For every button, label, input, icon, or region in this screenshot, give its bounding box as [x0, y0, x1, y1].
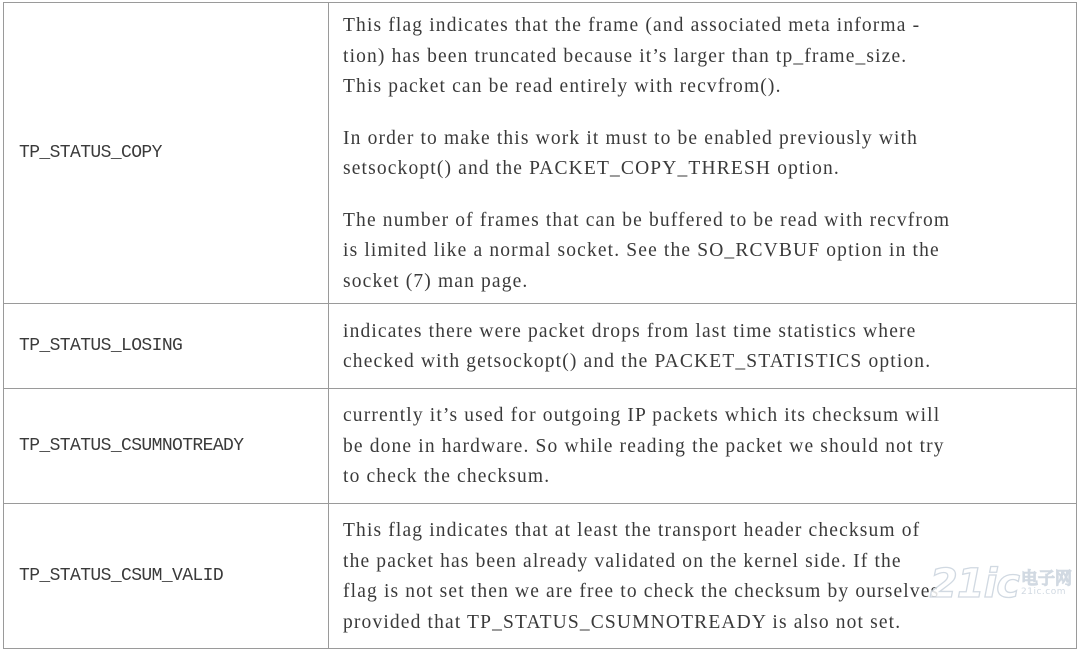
- table-row: [4, 3, 1077, 304]
- table-row: [4, 389, 1077, 504]
- flag-description-cell: [329, 389, 1077, 504]
- watermark-logo: 21ic: [929, 561, 1019, 607]
- flag-name-cell: TP_STATUS_LOSING: [4, 304, 329, 389]
- flag-description-cell: [329, 304, 1077, 389]
- description-paragraph: The number of frames that can be buffered to be read with recvfrom is limited like a normal socket. See the SO_RCVBUF option in the socket (7) man page.: [343, 209, 951, 292]
- flag-name-cell: TP_STATUS_COPY: [4, 3, 329, 304]
- table-row: [4, 504, 1077, 649]
- description-paragraph: This flag indicates that the frame (and associated meta informa - tion) has been truncated because it’s larger than tp_frame_size. This packet can be read entirely with recvfrom().: [343, 15, 921, 97]
- description-paragraph: This flag indicates that at least the transport header checksum of the packet has been already validated on the kernel side. If the flag is not set then we are free to check the checksum by ourselves provided that TP_STATUS_CSUMNOTREADY is also not set.: [343, 520, 940, 633]
- table-row: [4, 304, 1077, 389]
- description-paragraph: indicates there were packet drops from last time statistics where checked with getsockopt() and the PACKET_STATISTICS option.: [343, 320, 932, 372]
- description-paragraph: In order to make this work it must to be enabled previously with setsockopt() and the PACKET_COPY_THRESH option.: [343, 127, 919, 179]
- description-paragraph: currently it’s used for outgoing IP packets which its checksum will be done in hardware. So while reading the packet we should not try to check the checksum.: [343, 405, 945, 488]
- flag-description-cell: [329, 504, 1077, 649]
- flag-name-cell: TP_STATUS_CSUM_VALID: [4, 504, 329, 649]
- flag-description-cell: [329, 3, 1077, 304]
- watermark-en-text: 21ic.com: [1021, 587, 1066, 597]
- flag-name-cell: TP_STATUS_CSUMNOTREADY: [4, 389, 329, 504]
- status-flags-table: [3, 2, 1077, 649]
- watermark-cn-text: 电子网: [1021, 569, 1072, 589]
